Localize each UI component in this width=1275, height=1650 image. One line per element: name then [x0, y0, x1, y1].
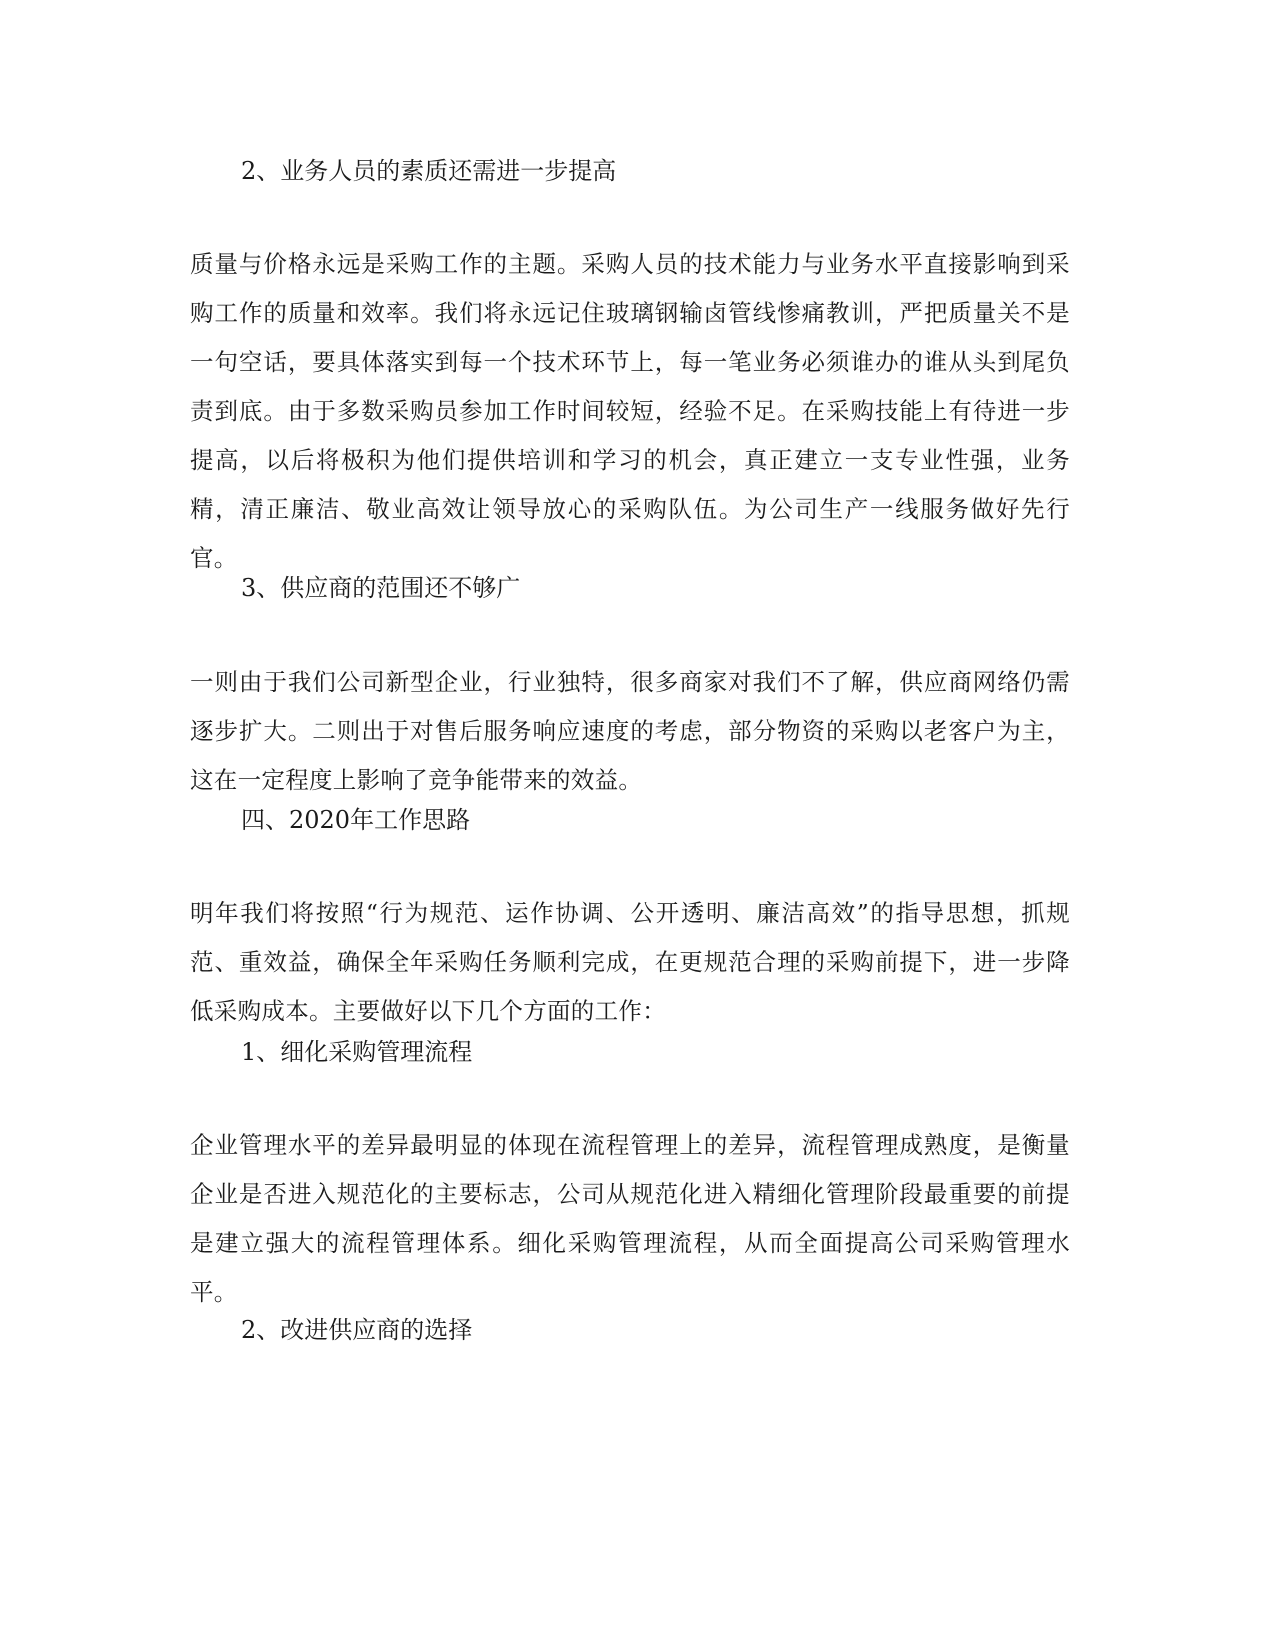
section-heading-supplier-selection: 2、改进供应商的选择 [241, 1316, 473, 1344]
paragraph-quality-price: 质量与价格永远是采购工作的主题。采购人员的技术能力与业务水平直接影响到采购工作的质量和效率。我们将永远记住玻璃钢输卤管线惨痛教训，严把质量关不是一句空话，要具体落实到每一个技术环节上，每一笔业务必须谁办的谁从头到尾负责到底。由于多数采购员参加工作时间较短，经验不足。在采购技能上有待进一步提高，以后将极积为他们提供培训和学习的机会，真正建立一支专业性强，业务精，清正廉洁、敬业高效让领导放心的采购队伍。为公司生产一线服务做好先行官。 [190, 250, 1070, 572]
section-heading-staff-quality: 2、业务人员的素质还需进一步提高 [241, 157, 617, 185]
paragraph-guiding-principles: 明年我们将按照“行为规范、运作协调、公开透明、廉洁高效”的指导思想，抓规范、重效益，确保全年采购任务顺利完成，在更规范合理的采购前提下，进一步降低采购成本。主要做好以下几个方面的工作： [190, 899, 1070, 1025]
section-heading-supplier-range: 3、供应商的范围还不够广 [241, 574, 521, 602]
paragraph-supplier-network: 一则由于我们公司新型企业，行业独特，很多商家对我们不了解，供应商网络仍需逐步扩大。二则出于对售后服务响应速度的考虑，部分物资的采购以老客户为主，这在一定程度上影响了竞争能带来的效益。 [190, 668, 1070, 794]
paragraph-process-management: 企业管理水平的差异最明显的体现在流程管理上的差异，流程管理成熟度，是衡量企业是否进入规范化的主要标志，公司从规范化进入精细化管理阶段最重要的前提是建立强大的流程管理体系。细化采购管理流程，从而全面提高公司采购管理水平。 [190, 1131, 1070, 1306]
section-heading-2020-plan: 四、2020年工作思路 [241, 806, 471, 834]
section-heading-refine-process: 1、细化采购管理流程 [241, 1038, 473, 1066]
